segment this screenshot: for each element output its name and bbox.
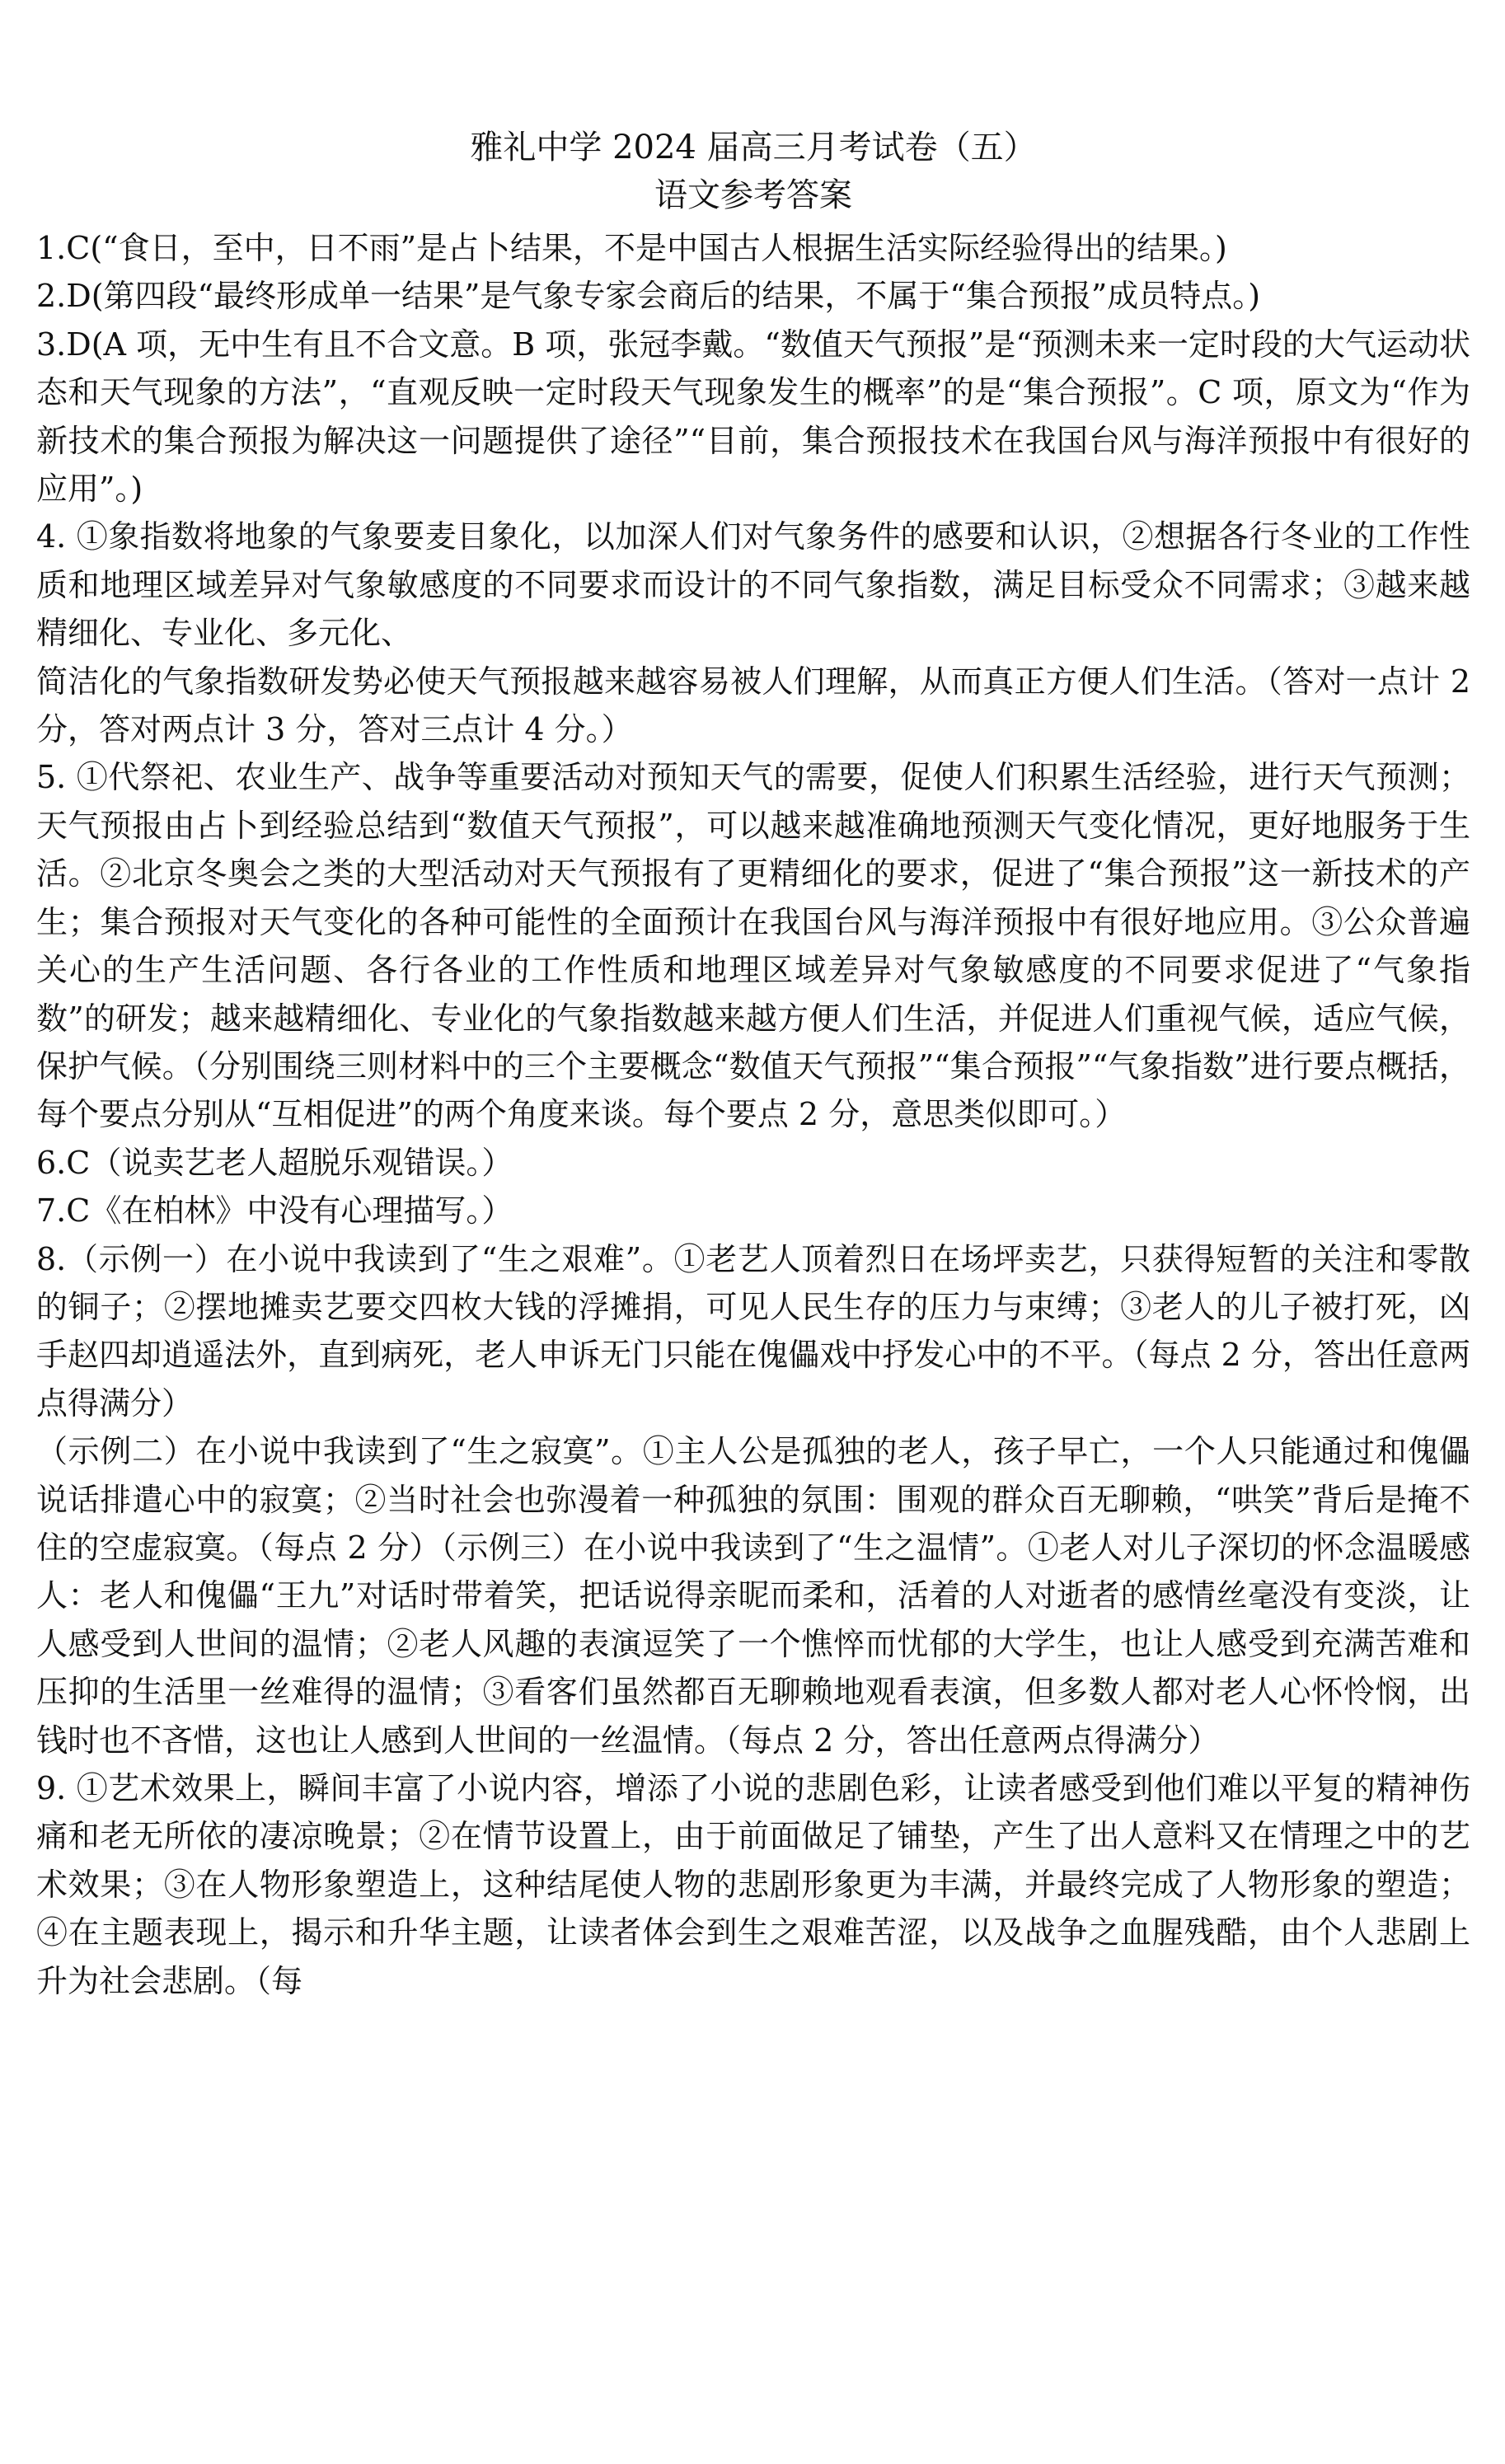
answer-1: 1.C(“食日，至中，日不雨”是占卜结果，不是中国古人根据生活实际经验得出的结果。) [36,230,1227,266]
answer-3: 3.D(A 项，无中生有且不合文意。B 项，张冠李戴。“数值天气预报”是“预测未来一定时段的大气运动状态和天气现象的方法”，“直观反映一定时段天气现象发生的概率”的是“集合预报”。C 项，原文为“作为新技术的集合预报为解决这一问题提供了途径”“目前，集合预报技术在我国台风与海洋预报中有很好的应用”。) [36,326,1470,508]
answer-2: 2.D(第四段“最终形成单一结果”是气象专家会商后的结果，不属于“集合预报”成员特点。) [36,278,1261,315]
answer-6: 6.C（说卖艺老人超脱乐观错误。） [36,1144,513,1181]
answer-8-example-1: 8.（示例一）在小说中我读到了“生之艰难”。①老艺人顶着烈日在场坪卖艺，只获得短暂的关注和零散的铜子；②摆地摊卖艺要交四枚大钱的浮摊捐，可见人民生存的压力与束缚；③老人的儿子被打死，凶手赵四却逍遥法外，直到病死，老人申诉无门只能在傀儡戏中抒发心中的不平。（每点 2 分，答出任意两点得满分） [36,1240,1470,1422]
answer-7: 7.C《在柏林》中没有心理描写。） [36,1192,513,1230]
answer-sheet [36,124,1470,2005]
page-subtitle: 语文参考答案 [654,176,852,214]
answer-4: 4. ①象指数将地象的气象要麦目象化，以加深人们对气象务件的感要和认识，②想据各行冬业的工作性质和地理区域差异对气象敏感度的不同要求而设计的不同气象指数，满足目标受众不同需求；③越来越精细化、专业化、多元化、 [36,518,1470,652]
answer-5: 5. ①代祭祀、农业生产、战争等重要活动对预知天气的需要，促使人们积累生活经验，进行天气预测；天气预报由占卜到经验总结到“数值天气预报”，可以越来越准确地预测天气变化情况，更好地服务于生活。②北京冬奥会之类的大型活动对天气预报有了更精细化的要求，促进了“集合预报”这一新技术的产生；集合预报对天气变化的各种可能性的全面预计在我国台风与海洋预报中有很好地应用。③公众普遍关心的生产生活问题、各行各业的工作性质和地理区域差异对气象敏感度的不同要求促进了“气象指数”的研发；越来越精细化、专业化的气象指数越来越方便人们生活，并促进人们重视气候，适应气候，保护气候。（分别围绕三则材料中的三个主要概念“数值天气预报”“集合预报”“气象指数”进行要点概括，每个要点分别从“互相促进”的两个角度来谈。每个要点 2 分，意思类似即可。） [36,759,1470,1133]
page-title: 雅礼中学 2024 届高三月考试卷（五） [470,129,1037,166]
answer-8-examples-2-3: （示例二）在小说中我读到了“生之寂寞”。①主人公是孤独的老人，孩子早亡，一个人只能通过和傀儡说话排遣心中的寂寞；②当时社会也弥漫着一种孤独的氛围：围观的群众百无聊赖，“哄笑”背后是掩不住的空虚寂寞。（每点 2 分）（示例三）在小说中我读到了“生之温情”。①老人对儿子深切的怀念温暖感人：老人和傀儡“王九”对话时带着笑，把话说得亲昵而柔和，活着的人对逝者的感情丝毫没有变淡，让人感受到人世间的温情；②老人风趣的表演逗笑了一个憔悴而忧郁的大学生，也让人感受到充满苦难和压抑的生活里一丝难得的温情；③看客们虽然都百无聊赖地观看表演，但多数人都对老人心怀怜悯，出钱时也不吝惜，这也让人感到人世间的一丝温情。（每点 2 分，答出任意两点得满分） [36,1433,1470,1759]
answer-9: 9. ①艺术效果上，瞬间丰富了小说内容，增添了小说的悲剧色彩，让读者感受到他们难以平复的精神伤痛和老无所依的凄凉晚景；②在情节设置上，由于前面做足了铺垫，产生了出人意料又在情理之中的艺术效果；③在人物形象塑造上，这种结尾使人物的悲剧形象更为丰满，并最终完成了人物形象的塑造；④在主题表现上，揭示和升华主题，让读者体会到生之艰难苦涩，以及战争之血腥残酷，由个人悲剧上升为社会悲剧。（每 [36,1770,1470,1999]
answer-list [36,224,1470,2005]
answer-4-continued: 简洁化的气象指数研发势必使天气预报越来越容易被人们理解，从而真正方便人们生活。（答对一点计 2 分，答对两点计 3 分，答对三点计 4 分。） [36,663,1470,748]
